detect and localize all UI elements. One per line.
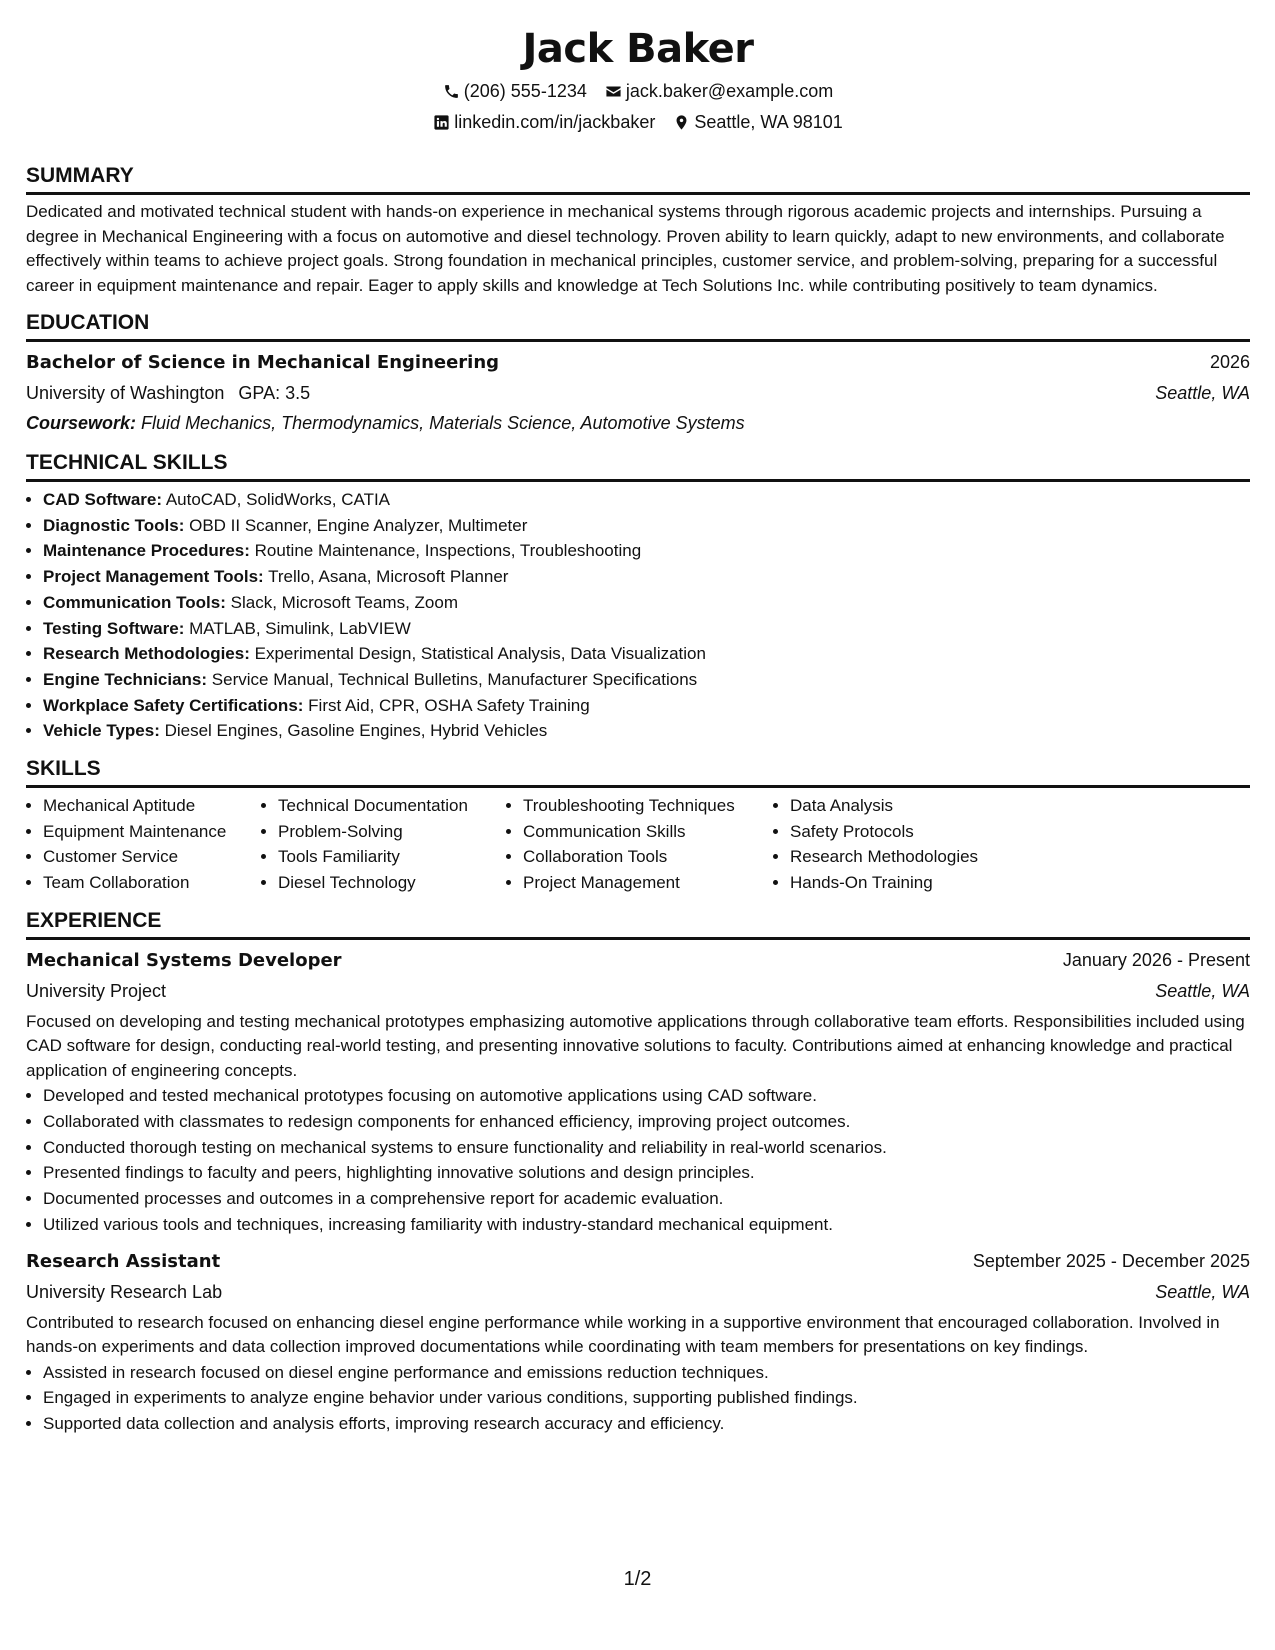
- technical-skills-heading: TECHNICAL SKILLS: [26, 450, 1250, 482]
- summary-text: Dedicated and motivated technical student with hands-on experience in mechanical systems through rigorous academic projects and internships. Pursuing a degree in Mechanical Engineering with a focus on automotive and diesel technology. Proven ability to learn quickly, adapt to new environments, and collaborate effectively within teams to achieve project goals. Strong foundation in mechanical principles, customer service, and problem-solving, preparing for a successful career in equipment maintenance and repair. Eager to apply skills and knowledge at Tech Solutions Inc. while contributing positively to team dynamics.: [26, 202, 1225, 295]
- skill-values: Service Manual, Technical Bulletins, Manufacturer Specifications: [211, 669, 698, 689]
- list-item: • Utilized various tools and techniques, increasing familiarity with industry-standard mechanical equipment.: [43, 1212, 1250, 1238]
- skill-category: CAD Software:: [43, 490, 163, 509]
- map-pin-icon: [673, 114, 690, 131]
- skills-grid: [26, 793, 1250, 896]
- list-item: • Research Methodologies: [790, 844, 1050, 870]
- email-link[interactable]: jack.baker@example.com: [625, 81, 834, 101]
- resume-page: [26, 0, 1250, 1650]
- job-organization: University Project: [26, 980, 167, 1001]
- degree-title: Bachelor of Science in Mechanical Engineering: [26, 352, 500, 373]
- skill-category: Vehicle Types:: [43, 721, 160, 741]
- list-item: [43, 513, 1250, 539]
- job-location: Seattle, WA: [1155, 980, 1250, 1001]
- experience-entry-2: [26, 1246, 1250, 1437]
- job-bullets: [26, 1360, 1250, 1437]
- list-item: [43, 590, 1250, 616]
- location-contact: [673, 111, 842, 133]
- location-text: Seattle, WA 98101: [694, 112, 843, 132]
- list-item: • Equipment Maintenance: [43, 819, 261, 845]
- contact-row-2: [26, 111, 1250, 133]
- school-name: University of Washington: [26, 383, 225, 403]
- list-item: [43, 718, 1250, 744]
- list-item: • Problem-Solving: [278, 819, 506, 845]
- skill-category: Maintenance Procedures:: [43, 541, 250, 561]
- skill-values: MATLAB, Simulink, LabVIEW: [189, 618, 411, 638]
- experience-section: [26, 908, 1250, 1437]
- list-item: [43, 693, 1250, 719]
- list-item: • Collaboration Tools: [523, 844, 773, 870]
- list-item: • Project Management: [523, 870, 773, 896]
- list-item: • Hands-On Training: [790, 870, 1050, 896]
- skill-values: Routine Maintenance, Inspections, Troubleshooting: [254, 541, 642, 561]
- skill-category: Testing Software:: [43, 618, 185, 638]
- list-item: • Assisted in research focused on diesel engine performance and emissions reduction techniques.: [43, 1360, 1250, 1386]
- coursework-list: Fluid Mechanics, Thermodynamics, Materials Science, Automotive Systems: [141, 413, 745, 433]
- skills-heading: SKILLS: [26, 756, 1250, 788]
- list-item: • Data Analysis: [790, 793, 1050, 819]
- email-contact[interactable]: [605, 80, 833, 102]
- list-item: [43, 564, 1250, 590]
- list-item: • Technical Documentation: [278, 793, 506, 819]
- job-bullets: [26, 1083, 1250, 1237]
- list-item: • Team Collaboration: [43, 870, 261, 896]
- skill-values: AutoCAD, SolidWorks, CATIA: [165, 490, 391, 509]
- skill-category: Diagnostic Tools:: [43, 515, 185, 535]
- list-item: • Presented findings to faculty and peers, highlighting innovative solutions and design principles.: [43, 1160, 1250, 1186]
- phone-text: (206) 555-1234: [463, 81, 587, 101]
- list-item: [43, 667, 1250, 693]
- job-dates: January 2026 - Present: [1062, 949, 1250, 970]
- list-item: • Diesel Technology: [278, 870, 506, 896]
- education-heading: EDUCATION: [26, 310, 1250, 342]
- skill-category: Research Methodologies:: [43, 644, 250, 664]
- envelope-icon: [605, 83, 622, 100]
- summary-heading: SUMMARY: [26, 163, 1250, 195]
- list-item: [43, 616, 1250, 642]
- coursework-label: Coursework:: [26, 413, 137, 433]
- phone-icon: [443, 83, 460, 100]
- skill-values: Experimental Design, Statistical Analysis, Data Visualization: [254, 644, 706, 664]
- skill-values: OBD II Scanner, Engine Analyzer, Multimeter: [189, 515, 528, 535]
- skill-values: Trello, Asana, Microsoft Planner: [268, 567, 509, 587]
- list-item: • Troubleshooting Techniques: [523, 793, 773, 819]
- resume-header: [26, 0, 1250, 133]
- list-item: • Tools Familiarity: [278, 844, 506, 870]
- skill-values: Diesel Engines, Gasoline Engines, Hybrid Vehicles: [164, 721, 548, 741]
- coursework-line: [26, 408, 1250, 438]
- skill-values: Slack, Microsoft Teams, Zoom: [230, 592, 458, 612]
- school-info: [26, 378, 310, 408]
- job-org-row: [26, 1277, 1250, 1307]
- graduation-year: 2026: [1209, 352, 1250, 372]
- list-item: [43, 538, 1250, 564]
- job-title: Mechanical Systems Developer: [26, 949, 342, 971]
- education-degree-row: [26, 347, 1250, 378]
- list-item: • Collaborated with classmates to redesign components for enhanced efficiency, improving project outcomes.: [43, 1109, 1250, 1135]
- linkedin-icon: [433, 114, 450, 131]
- job-dates: September 2025 - December 2025: [972, 1250, 1250, 1271]
- page-number: 1/2: [623, 1568, 652, 1590]
- summary-section: [26, 163, 1250, 298]
- list-item: • Safety Protocols: [790, 819, 1050, 845]
- job-title: Research Assistant: [26, 1250, 221, 1272]
- list-item: • Mechanical Aptitude: [43, 793, 261, 819]
- job-description: Focused on developing and testing mechanical prototypes emphasizing automotive applications through collaborative team efforts. Responsibilities included using CAD software for design, conducting real-world testing, and presenting innovative solutions to faculty. Contributions aimed at enhancing knowledge and practical application of engineering concepts.: [26, 1011, 1245, 1080]
- linkedin-contact[interactable]: [433, 111, 655, 133]
- job-title-row: [26, 1246, 1250, 1277]
- experience-entry-1: [26, 945, 1250, 1238]
- list-item: [43, 487, 1250, 513]
- list-item: • Conducted thorough testing on mechanical systems to ensure functionality and reliability in real-world scenarios.: [43, 1135, 1250, 1161]
- education-school-row: [26, 378, 1250, 408]
- candidate-name: Jack Baker: [522, 26, 754, 72]
- linkedin-link[interactable]: linkedin.com/in/jackbaker: [454, 112, 656, 132]
- skill-values: First Aid, CPR, OSHA Safety Training: [308, 695, 590, 715]
- list-item: • Communication Skills: [523, 819, 773, 845]
- list-item: • Customer Service: [43, 844, 261, 870]
- skills-section: [26, 756, 1250, 896]
- list-item: • Documented processes and outcomes in a comprehensive report for academic evaluation.: [43, 1186, 1250, 1212]
- skills-column-4: [773, 793, 1050, 896]
- job-description: Contributed to research focused on enhancing diesel engine performance while working in a supportive environment that encouraged collaboration. Involved in hands-on experiments and data collection improved documentations while coordinating with team members for presentations on key findings.: [26, 1312, 1220, 1357]
- skills-column-1: [26, 793, 261, 896]
- education-section: [26, 310, 1250, 438]
- gpa-text: GPA: 3.5: [238, 383, 311, 403]
- technical-skills-list: [26, 487, 1250, 744]
- contact-row-1: [26, 80, 1250, 102]
- job-title-row: [26, 945, 1250, 976]
- phone-contact: [443, 80, 587, 102]
- school-location: Seattle, WA: [1155, 383, 1250, 403]
- list-item: [43, 641, 1250, 667]
- job-organization: University Research Lab: [26, 1281, 223, 1302]
- list-item: • Supported data collection and analysis efforts, improving research accuracy and efficiency.: [43, 1411, 1250, 1437]
- experience-heading: EXPERIENCE: [26, 908, 1250, 940]
- skill-category: Workplace Safety Certifications:: [43, 695, 304, 715]
- job-org-row: [26, 976, 1250, 1006]
- skills-column-3: [506, 793, 773, 896]
- skill-category: Project Management Tools:: [43, 567, 264, 587]
- job-location: Seattle, WA: [1155, 1281, 1250, 1302]
- list-item: • Developed and tested mechanical prototypes focusing on automotive applications using CAD software.: [43, 1083, 1250, 1109]
- list-item: • Engaged in experiments to analyze engine behavior under various conditions, supporting published findings.: [43, 1385, 1250, 1411]
- skill-category: Communication Tools:: [43, 592, 226, 612]
- skills-column-2: [261, 793, 506, 896]
- skill-category: Engine Technicians:: [43, 669, 208, 689]
- technical-skills-section: [26, 450, 1250, 744]
